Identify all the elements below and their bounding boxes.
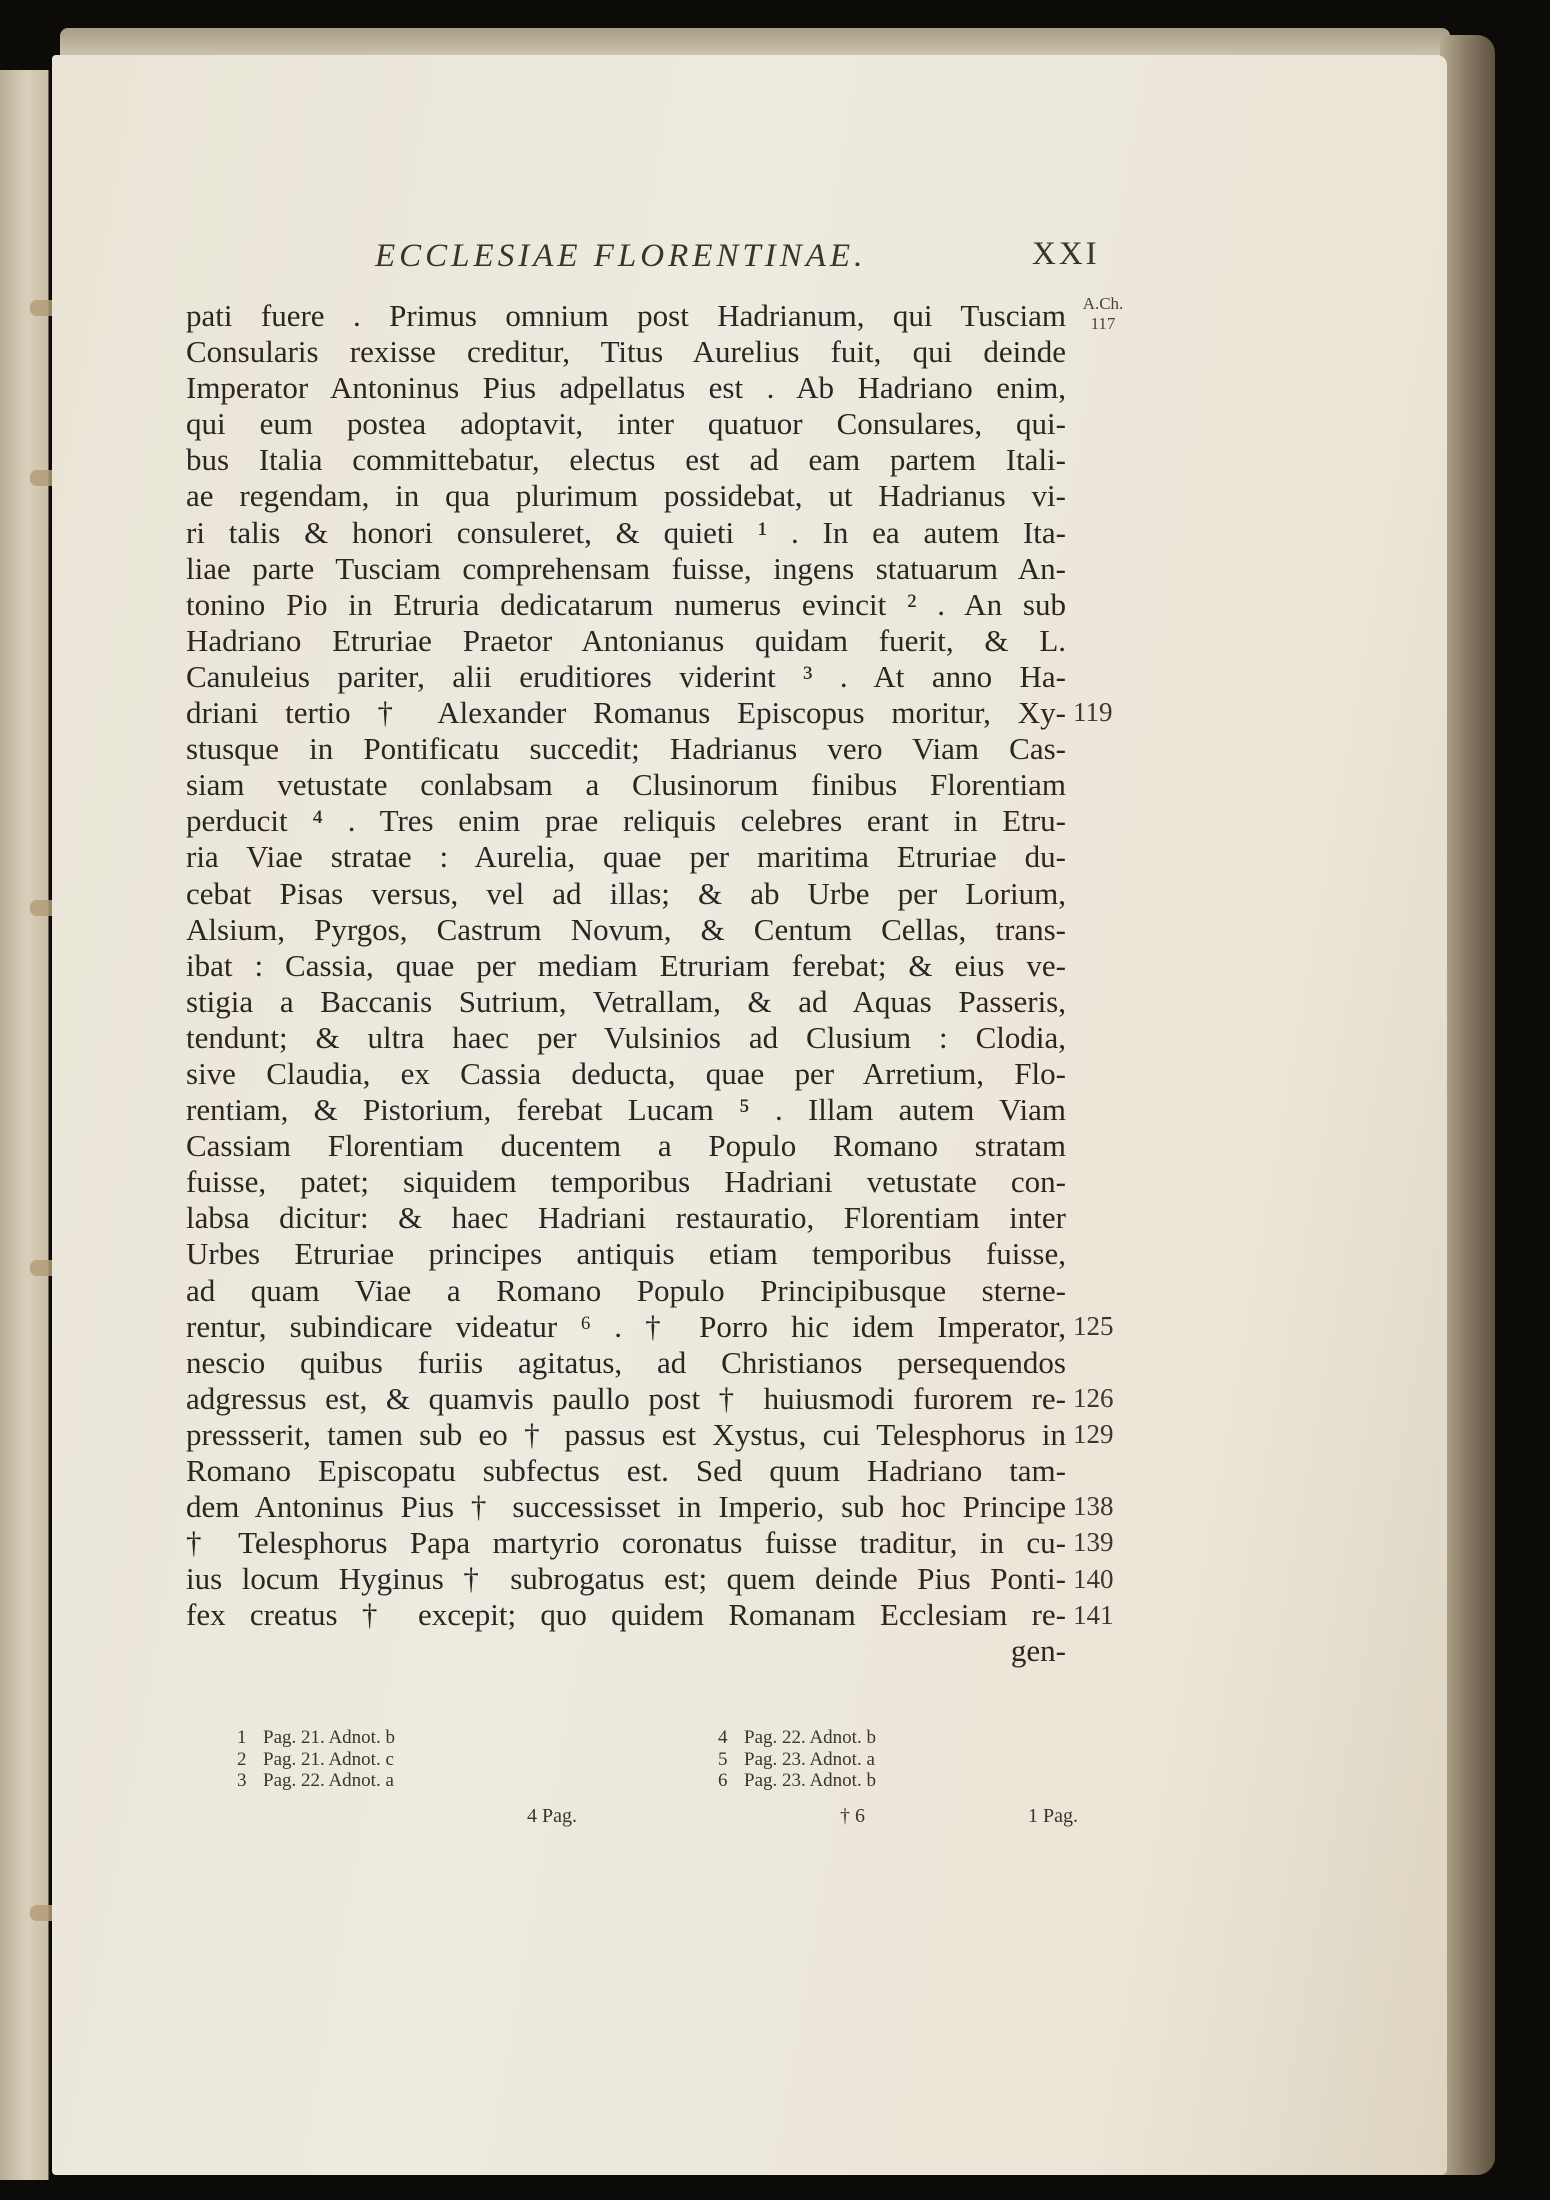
- footnote-text: Pag. 22. Adnot. b: [744, 1727, 876, 1748]
- footnote-number: 1: [237, 1727, 247, 1748]
- footnote: [237, 1727, 395, 1749]
- text-line: cebat Pisas versus, vel ad illas; & ab Urbe per Lorium,: [186, 875, 1066, 911]
- text-line: tonino Pio in Etruria dedicatarum numerus evincit ² . An sub: [186, 586, 1066, 622]
- text-line: ria Viae stratae : Aurelia, quae per maritima Etruriae du-: [186, 839, 1066, 875]
- footnote: [237, 1770, 395, 1792]
- text-line: liae parte Tusciam comprehensam fuisse, ingens statuarum An-: [186, 550, 1066, 586]
- footnote-text: Pag. 23. Adnot. a: [744, 1748, 875, 1770]
- book-fore-edge: [1440, 35, 1495, 2175]
- footnote-number: 3: [237, 1770, 247, 1791]
- text-line: dem Antoninus Pius † successisset in Imperio, sub hoc Principe: [186, 1489, 1066, 1525]
- text-line: Hadriano Etruriae Praetor Antonianus quidam fuerit, & L.: [186, 622, 1066, 658]
- catchword: gen-: [1010, 1633, 1066, 1669]
- footnote: [718, 1749, 876, 1771]
- footnote: [718, 1770, 876, 1792]
- text-line: qui eum postea adoptavit, inter quatuor Consulares, qui-: [186, 406, 1066, 442]
- text-line: driani tertio † Alexander Romanus Episcopus moritur, Xy-: [186, 695, 1066, 731]
- text-line: fuisse, patet; siquidem temporibus Hadriani vetustate con-: [186, 1164, 1066, 1200]
- margin-year: 125: [1073, 1310, 1114, 1341]
- main-text-block: [186, 298, 1066, 1670]
- margin-year-label: A.Ch.: [1082, 294, 1124, 313]
- footnote-number: 5: [718, 1748, 728, 1770]
- footnotes-right: [718, 1727, 876, 1792]
- text-line: ius locum Hyginus † subrogatus est; quem deinde Pius Ponti-: [186, 1561, 1066, 1597]
- text-line: Alsium, Pyrgos, Castrum Novum, & Centum Cellas, trans-: [186, 911, 1066, 947]
- running-head-title: ECCLESIAE FLORENTINAE.: [375, 238, 867, 274]
- text-line: nescio quibus furiis agitatus, ad Christianos persequendos: [186, 1344, 1066, 1380]
- text-line: perducit ⁴ . Tres enim prae reliquis celebres erant in Etru-: [186, 803, 1066, 839]
- text-line: pressserit, tamen sub eo † passus est Xystus, cui Telesphorus in: [186, 1416, 1066, 1452]
- footnote-number: 6: [718, 1770, 728, 1791]
- margin-year: 119: [1073, 697, 1113, 728]
- margin-year-value: 117: [1090, 314, 1116, 333]
- text-line: bus Italia committebatur, electus est ad eam partem Itali-: [186, 442, 1066, 478]
- text-line: Consularis rexisse creditur, Titus Aurelius fuit, qui deinde: [186, 334, 1066, 370]
- footnote-number: 4: [718, 1727, 728, 1748]
- bottom-signature: 4 Pag.: [527, 1805, 577, 1827]
- text-line: sive Claudia, ex Cassia deducta, quae per Arretium, Flo-: [186, 1055, 1066, 1091]
- text-line: rentiam, & Pistorium, ferebat Lucam ⁵ . Illam autem Viam: [186, 1092, 1066, 1128]
- text-line: Urbes Etruriae principes antiquis etiam temporibus fuisse,: [186, 1236, 1066, 1272]
- text-line: fex creatus † excepit; quo quidem Romanam Ecclesiam re-: [186, 1597, 1066, 1633]
- text-line: rentur, subindicare videatur ⁶ . † Porro hic idem Imperator,: [186, 1308, 1066, 1344]
- footnote-text: Pag. 21. Adnot. b: [263, 1727, 395, 1748]
- footnote-text: Pag. 23. Adnot. b: [744, 1770, 876, 1791]
- bottom-signature: † 6: [840, 1805, 865, 1827]
- footnotes-left: [237, 1727, 395, 1792]
- text-line: stusque in Pontificatu succedit; Hadrianus vero Viam Cas-: [186, 731, 1066, 767]
- text-line: tendunt; & ultra haec per Vulsinios ad Clusium : Clodia,: [186, 1019, 1066, 1055]
- text-line: siam vetustate conlabsam a Clusinorum finibus Florentiam: [186, 767, 1066, 803]
- text-line: ibat : Cassia, quae per mediam Etruriam ferebat; & eius ve-: [186, 947, 1066, 983]
- facing-page-edge: [0, 70, 49, 2180]
- footnote-number: 2: [237, 1748, 247, 1770]
- margin-year: 140: [1073, 1563, 1114, 1594]
- margin-year-note: [1073, 294, 1133, 334]
- text-line: Canuleius pariter, alii eruditiores viderint ³ . At anno Ha-: [186, 658, 1066, 694]
- text-line: ae regendam, in qua plurimum possidebat, ut Hadrianus vi-: [186, 478, 1066, 514]
- text-line: Imperator Antoninus Pius adpellatus est . Ab Hadriano enim,: [186, 370, 1066, 406]
- margin-year: 129: [1073, 1419, 1114, 1450]
- margin-year: 138: [1073, 1491, 1114, 1522]
- page-number: XXI: [1032, 236, 1100, 272]
- footnote-text: Pag. 22. Adnot. a: [263, 1770, 394, 1791]
- bottom-signature: 1 Pag.: [1028, 1805, 1078, 1827]
- text-line: stigia a Baccanis Sutrium, Vetrallam, & ad Aquas Passeris,: [186, 983, 1066, 1019]
- text-line: adgressus est, & quamvis paullo post † huiusmodi furorem re-: [186, 1380, 1066, 1416]
- margin-year: 141: [1073, 1599, 1114, 1630]
- text-line: Cassiam Florentiam ducentem a Populo Romano stratam: [186, 1128, 1066, 1164]
- text-line: labsa dicitur: & haec Hadriani restauratio, Florentiam inter: [186, 1200, 1066, 1236]
- footnote: [237, 1749, 395, 1771]
- footnote: [718, 1727, 876, 1749]
- footnote-text: Pag. 21. Adnot. c: [263, 1748, 394, 1770]
- text-line: ad quam Viae a Romano Populo Principibusque sterne-: [186, 1272, 1066, 1308]
- text-line: ri talis & honori consuleret, & quieti ¹ . In ea autem Ita-: [186, 514, 1066, 550]
- margin-year: 126: [1073, 1383, 1114, 1413]
- text-line: Romano Episcopatu subfectus est. Sed quum Hadriano tam-: [186, 1453, 1066, 1488]
- text-line: pati fuere . Primus omnium post Hadrianum, qui Tusciam: [186, 298, 1066, 333]
- margin-year: 139: [1073, 1527, 1114, 1558]
- text-line: † Telesphorus Papa martyrio coronatus fuisse traditur, in cu-: [186, 1525, 1066, 1561]
